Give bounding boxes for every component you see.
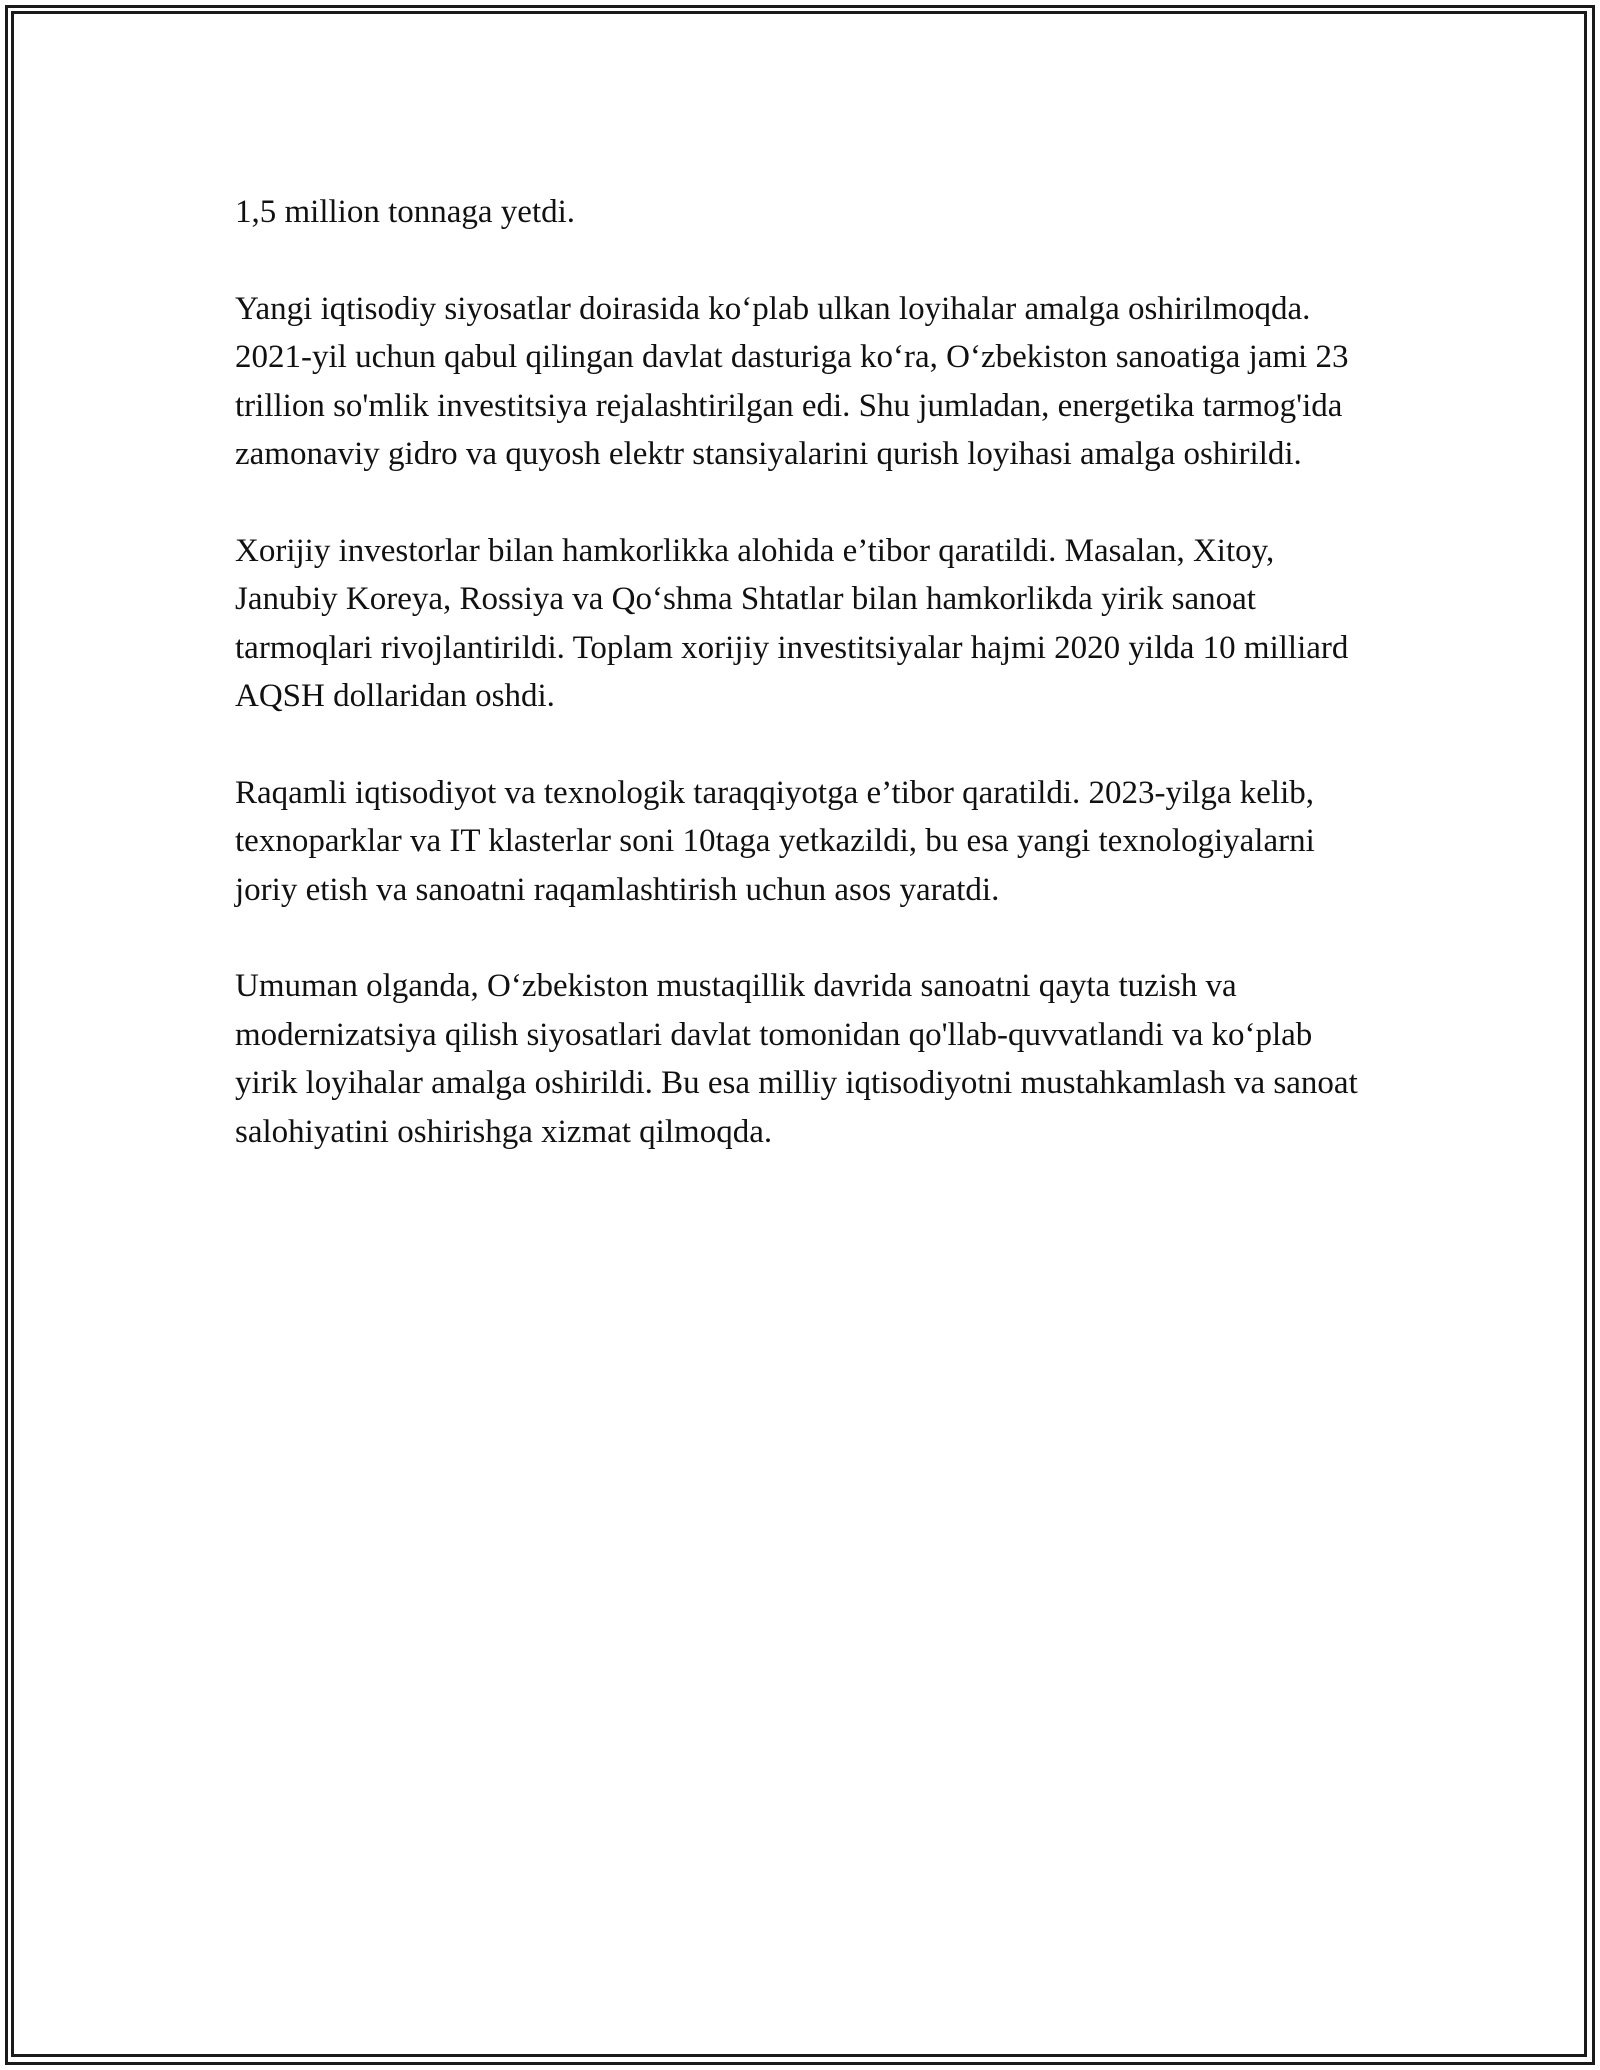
paragraph-3: Xorijiy investorlar bilan hamkorlikka alohida e’tibor qaratildi. Masalan, Xitoy, Janubiy Koreya, Rossiya va Qoʻshma Shtatlar bilan hamkorlikda yirik sanoat tarmoqlari rivojlantirildi. Toplam xorijiy investitsiyalar hajmi 2020 yilda 10 milliard AQSH dollaridan oshdi. [235,532,1349,714]
paragraph-5: Umuman olganda, Oʻzbekiston mustaqillik davrida sanoatni qayta tuzish va modernizatsiya qilish siyosatlari davlat tomonidan qo'llab-quvvatlandi va koʻplab yirik loyihalar amalga oshirildi. Bu esa milliy iqtisodiyotni mustahkamlash va sanoat salohiyatini oshirishga xizmat qilmoqda. [235,968,1358,1150]
document-body [235,188,1365,1204]
paragraph-2: Yangi iqtisodiy siyosatlar doirasida koʻplab ulkan loyihalar amalga oshirilmoqda. 2021-yil uchun qabul qilingan davlat dasturiga koʻra, Oʻzbekiston sanoatiga jami 23 trillion so'mlik investitsiya rejalashtirilgan edi. Shu jumladan, energetika tarmog'ida zamonaviy gidro va quyosh elektr stansiyalarini qurish loyihasi amalga oshirildi. [235,290,1349,472]
paragraph-4: Raqamli iqtisodiyot va texnologik taraqqiyotga e’tibor qaratildi. 2023-yilga kelib, texnoparklar va IT klasterlar soni 10taga yetkazildi, bu esa yangi texnologiyalarni joriy etish va sanoatni raqamlashtirish uchun asos yaratdi. [235,774,1315,908]
paragraph-1: 1,5 million tonnaga yetdi. [235,194,576,230]
